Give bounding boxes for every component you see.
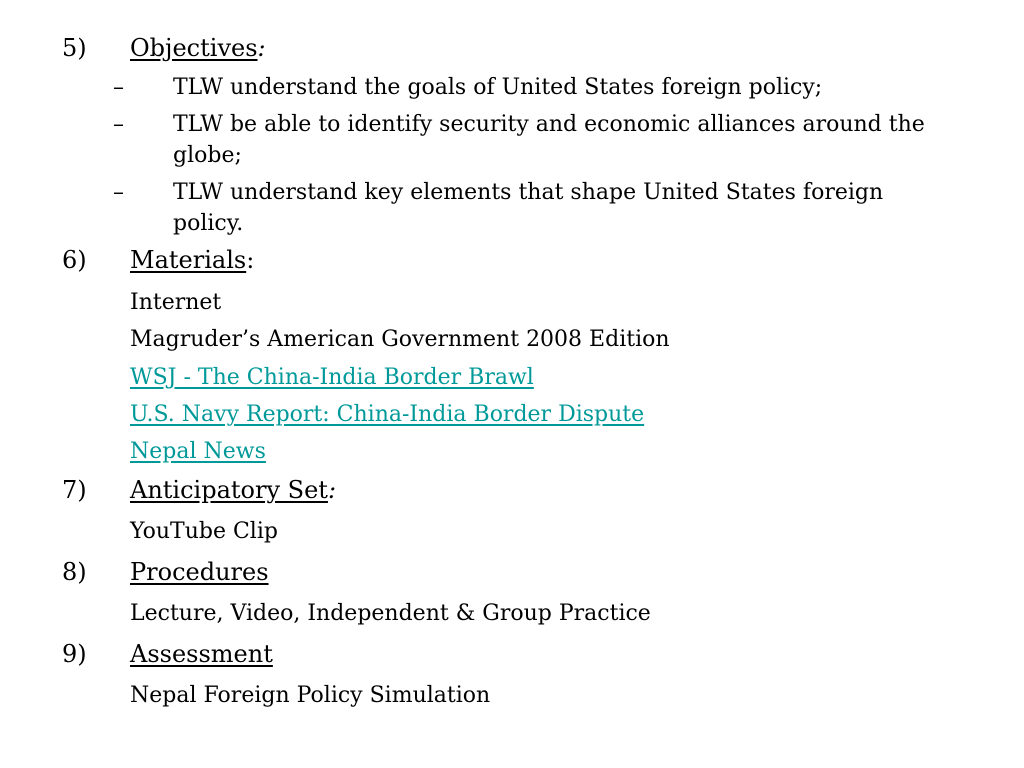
materials-colon: : bbox=[246, 246, 255, 274]
assessment-number: 9) bbox=[62, 640, 87, 668]
nepal-news-link[interactable]: Nepal News bbox=[130, 439, 266, 464]
materials-heading bbox=[130, 246, 254, 274]
objective-3-dash: – bbox=[113, 180, 124, 205]
procedures-item: Lecture, Video, Independent & Group Practice bbox=[130, 601, 651, 626]
anticipatory-set-heading bbox=[130, 476, 336, 504]
material-item-textbook: Magruder’s American Government 2008 Edition bbox=[130, 327, 670, 352]
anticipatory-set-item: YouTube Clip bbox=[130, 519, 278, 544]
materials-number: 6) bbox=[62, 246, 87, 274]
anticipatory-set-number: 7) bbox=[62, 476, 87, 504]
objectives-heading bbox=[130, 34, 266, 62]
objective-2-dash: – bbox=[113, 112, 124, 137]
wsj-border-brawl-link[interactable]: WSJ - The China-India Border Brawl bbox=[130, 365, 534, 390]
anticipatory-set-title: Anticipatory Set bbox=[130, 476, 328, 504]
objective-1-dash: – bbox=[113, 75, 124, 100]
assessment-title: Assessment bbox=[130, 640, 273, 668]
assessment-item: Nepal Foreign Policy Simulation bbox=[130, 683, 491, 708]
navy-report-link[interactable]: U.S. Navy Report: China-India Border Dispute bbox=[130, 402, 645, 427]
objective-3-text: TLW understand key elements that shape United States foreign policy. bbox=[173, 180, 884, 236]
procedures-title: Procedures bbox=[130, 558, 269, 586]
procedures-number: 8) bbox=[62, 558, 87, 586]
anticipatory-set-colon: : bbox=[327, 476, 337, 504]
objectives-number: 5) bbox=[62, 34, 87, 62]
objective-1-text: TLW understand the goals of United States foreign policy; bbox=[173, 75, 823, 100]
materials-title: Materials bbox=[130, 246, 247, 274]
procedures-heading bbox=[130, 558, 269, 586]
objectives-title: Objectives bbox=[130, 34, 258, 62]
material-item-internet: Internet bbox=[130, 290, 222, 315]
assessment-heading bbox=[130, 640, 273, 668]
objectives-colon: : bbox=[257, 34, 266, 62]
objective-2-text: TLW be able to identify security and economic alliances around the globe; bbox=[173, 112, 925, 168]
